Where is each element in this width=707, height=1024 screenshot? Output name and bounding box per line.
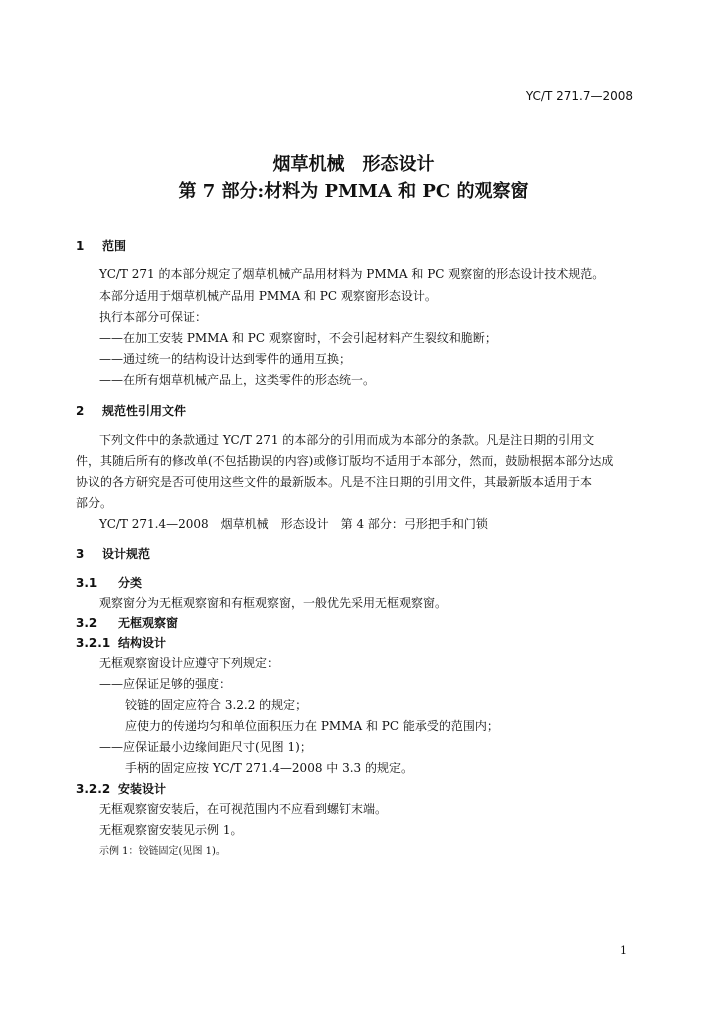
section-number: 3: [76, 547, 85, 561]
subsection-3-1-heading: [76, 574, 142, 591]
list-item: ——通过统一的结构设计达到零件的通用互换；: [99, 352, 352, 366]
list-subitem: 应使力的传递均匀和单位面积压力在 PMMA 和 PC 能承受的范围内；: [125, 719, 499, 733]
page-number: 1: [620, 944, 627, 957]
section-title: 安装设计: [118, 782, 167, 796]
reference-entry: YC/T 271.4—2008 烟草机械 形态设计 第 4 部分：弓形把手和门锁: [99, 517, 488, 531]
paragraph-line: 观察窗分为无框观察窗和有框观察窗，一般优先采用无框观察窗。: [99, 596, 448, 610]
section-title: 分类: [118, 576, 143, 590]
paragraph-line: 协议的各方研究是否可使用这些文件的最新版本。凡是不注日期的引用文件，其最新版本适用于本: [76, 475, 593, 489]
section-number: 3.2.2: [76, 782, 111, 796]
subsection-3-2-1-heading: [76, 634, 166, 651]
section-3-heading: [76, 545, 150, 562]
section-title: 结构设计: [118, 636, 167, 650]
section-title: 无框观察窗: [118, 616, 179, 630]
paragraph-line: 执行本部分可保证：: [99, 310, 208, 324]
section-title: 范围: [102, 239, 127, 253]
paragraph-line: 无框观察窗安装后，在可视范围内不应看到螺钉末端。: [99, 802, 388, 816]
section-number: 3.2: [76, 616, 98, 630]
subsection-3-2-2-heading: [76, 780, 166, 797]
section-2-heading: [76, 402, 186, 419]
list-item: ——在加工安装 PMMA 和 PC 观察窗时，不会引起材料产生裂纹和脆断；: [99, 331, 497, 345]
paragraph-line: 件，其随后所有的修改单(不包括勘误的内容)或修订版均不适用于本部分，然而，鼓励根据本部分达成: [76, 454, 614, 468]
paragraph-line: 无框观察窗安装见示例 1。: [99, 823, 243, 837]
paragraph-line: 部分。: [76, 496, 113, 510]
list-item: ——在所有烟草机械产品上，这类零件的形态统一。: [99, 373, 376, 387]
section-number: 1: [76, 239, 85, 253]
paragraph-line: 下列文件中的条款通过 YC/T 271 的本部分的引用而成为本部分的条款。凡是注日期的引用文: [99, 433, 595, 447]
standard-code: YC/T 271.7—2008: [525, 89, 633, 103]
paragraph-line: 无框观察窗设计应遵守下列规定：: [99, 656, 280, 670]
section-1-heading: [76, 237, 126, 254]
section-number: 2: [76, 404, 85, 418]
paragraph-line: 本部分适用于烟草机械产品用 PMMA 和 PC 观察窗形态设计。: [99, 289, 437, 303]
list-item: ——应保证足够的强度：: [99, 677, 232, 691]
section-title: 设计规范: [102, 547, 151, 561]
list-item: ——应保证最小边缘间距尺寸(见图 1)；: [99, 740, 312, 754]
section-title: 规范性引用文件: [102, 404, 187, 418]
document-subtitle: 第 7 部分:材料为 PMMA 和 PC 的观察窗: [178, 181, 529, 202]
example-note: 示例 1：铰链固定(见图 1)。: [99, 846, 226, 857]
list-subitem: 手柄的固定应按 YC/T 271.4—2008 中 3.3 的规定。: [125, 761, 413, 775]
section-number: 3.2.1: [76, 636, 111, 650]
section-number: 3.1: [76, 576, 98, 590]
document-title: 烟草机械 形态设计: [272, 154, 435, 175]
subsection-3-2-heading: [76, 614, 178, 631]
paragraph-line: YC/T 271 的本部分规定了烟草机械产品用材料为 PMMA 和 PC 观察窗的形态设计技术规范。: [99, 267, 605, 281]
list-subitem: 铰链的固定应符合 3.2.2 的规定；: [125, 698, 308, 712]
